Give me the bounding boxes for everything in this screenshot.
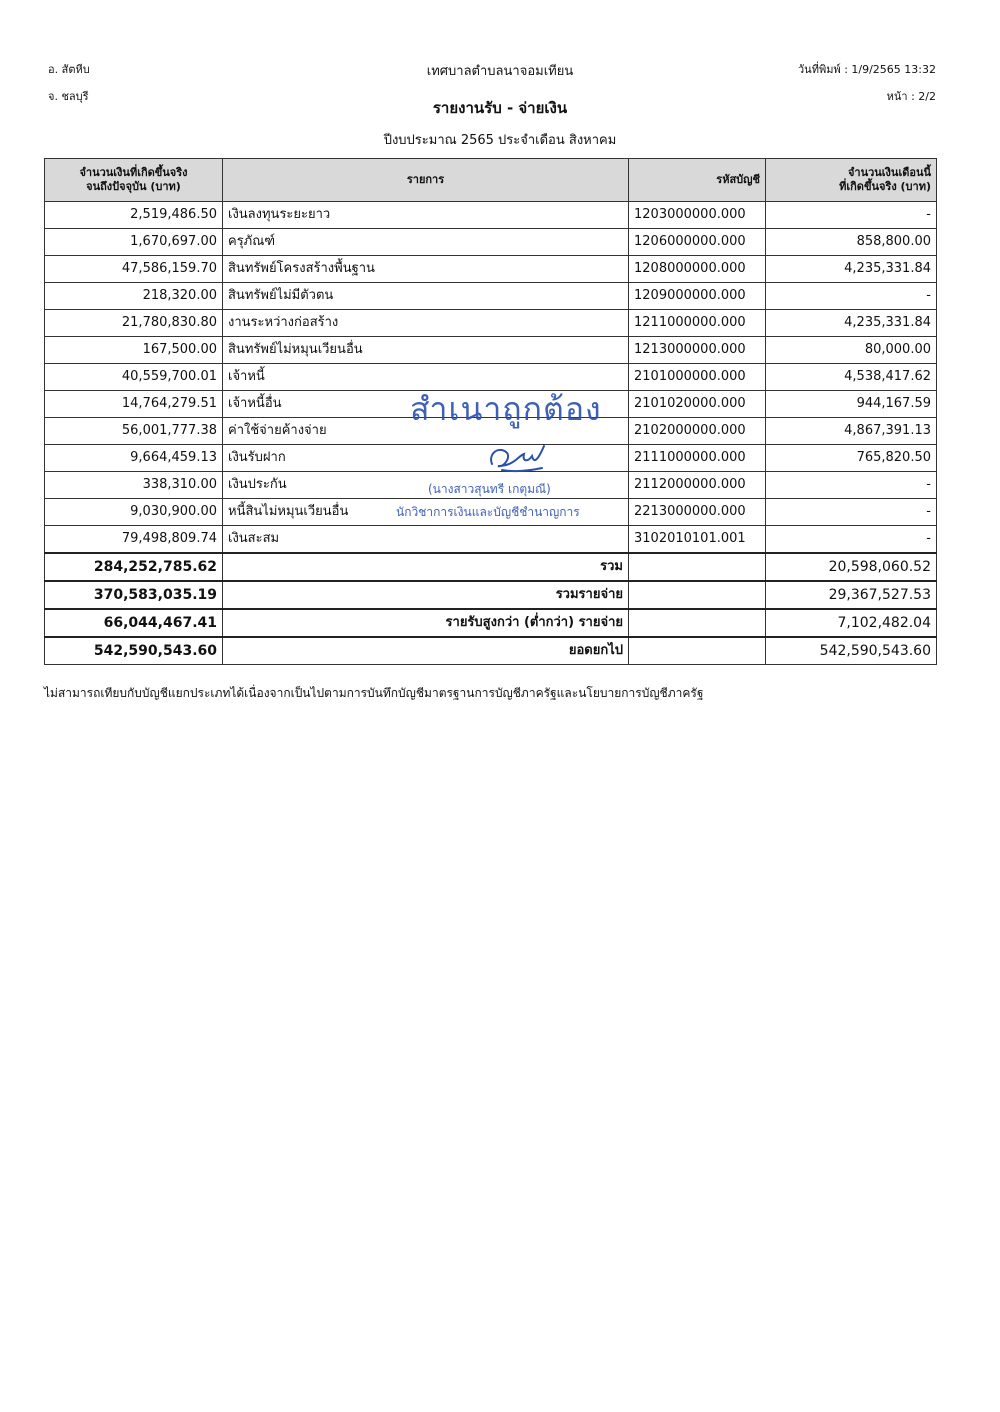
- total-to-date: 66,044,467.41: [45, 609, 223, 637]
- total-this-month: 7,102,482.04: [766, 609, 937, 637]
- cell-item: สินทรัพย์ไม่มีตัวตน: [223, 283, 629, 310]
- cell-item: หนี้สินไม่หมุนเวียนอื่น: [223, 499, 629, 526]
- organization-name: เทศบาลตำบลนาจอมเทียน: [426, 64, 574, 79]
- table-row: [45, 526, 937, 554]
- cell-account-code: 1213000000.000: [629, 337, 766, 364]
- cell-account-code: 2111000000.000: [629, 445, 766, 472]
- total-to-date: 370,583,035.19: [45, 581, 223, 609]
- total-code-empty: [629, 637, 766, 665]
- cell-item: เงินลงทุนระยะยาว: [223, 202, 629, 229]
- total-row: [45, 609, 937, 637]
- total-code-empty: [629, 581, 766, 609]
- cell-to-date: 14,764,279.51: [45, 391, 223, 418]
- total-this-month: 542,590,543.60: [766, 637, 937, 665]
- total-label: รายรับสูงกว่า (ต่ำกว่า) รายจ่าย: [223, 609, 629, 637]
- total-row: [45, 553, 937, 581]
- cell-account-code: 3102010101.001: [629, 526, 766, 554]
- cell-account-code: 1203000000.000: [629, 202, 766, 229]
- cell-account-code: 1209000000.000: [629, 283, 766, 310]
- cell-account-code: 1208000000.000: [629, 256, 766, 283]
- total-row: [45, 637, 937, 665]
- page-number: หน้า : 2/2: [886, 90, 936, 103]
- total-label: รวมรายจ่าย: [223, 581, 629, 609]
- cell-to-date: 56,001,777.38: [45, 418, 223, 445]
- table-row: [45, 337, 937, 364]
- cell-account-code: 2102000000.000: [629, 418, 766, 445]
- total-label: ยอดยกไป: [223, 637, 629, 665]
- table-row: [45, 283, 937, 310]
- signature-image: [484, 436, 554, 480]
- cell-this-month: 4,538,417.62: [766, 364, 937, 391]
- total-to-date: 542,590,543.60: [45, 637, 223, 665]
- cell-item: เงินสะสม: [223, 526, 629, 554]
- table-row: [45, 256, 937, 283]
- col-header-this-month-line2: ที่เกิดขึ้นจริง (บาท): [839, 180, 931, 193]
- cell-account-code: 1211000000.000: [629, 310, 766, 337]
- cell-item: เงินประกัน: [223, 472, 629, 499]
- cell-to-date: 47,586,159.70: [45, 256, 223, 283]
- cell-to-date: 218,320.00: [45, 283, 223, 310]
- cell-to-date: 1,670,697.00: [45, 229, 223, 256]
- table-row: [45, 202, 937, 229]
- signer-name: (นางสาวสุนทรี เกตุมณี): [428, 482, 551, 496]
- province-label: จ. ชลบุรี: [48, 90, 89, 103]
- cell-to-date: 40,559,700.01: [45, 364, 223, 391]
- col-header-this-month-line1: จำนวนเงินเดือนนี้: [847, 166, 931, 179]
- cell-item: เงินรับฝาก: [223, 445, 629, 472]
- cell-this-month: 4,235,331.84: [766, 310, 937, 337]
- cell-account-code: 2101020000.000: [629, 391, 766, 418]
- report-title: รายงานรับ - จ่ายเงิน: [432, 99, 568, 117]
- cell-this-month: -: [766, 499, 937, 526]
- cell-to-date: 2,519,486.50: [45, 202, 223, 229]
- col-header-this-month: [766, 159, 937, 202]
- table-row: [45, 310, 937, 337]
- report-subtitle: ปีงบประมาณ 2565 ประจำเดือน สิงหาคม: [383, 133, 617, 148]
- cell-item: สินทรัพย์โครงสร้างพื้นฐาน: [223, 256, 629, 283]
- cell-this-month: 944,167.59: [766, 391, 937, 418]
- cell-to-date: 9,030,900.00: [45, 499, 223, 526]
- cell-this-month: 858,800.00: [766, 229, 937, 256]
- total-code-empty: [629, 553, 766, 581]
- total-code-empty: [629, 609, 766, 637]
- cell-item: ครุภัณฑ์: [223, 229, 629, 256]
- print-date: วันที่พิมพ์ : 1/9/2565 13:32: [798, 63, 936, 76]
- col-header-to-date-line2: จนถึงปัจจุบัน (บาท): [86, 180, 181, 193]
- cell-this-month: -: [766, 526, 937, 554]
- cell-this-month: -: [766, 472, 937, 499]
- footnote: ไม่สามารถเทียบกับบัญชีแยกประเภทได้เนื่องจากเป็นไปตามการบันทึกบัญชีมาตรฐานการบัญชีภาครัฐและนโยบายการบัญชีภาครัฐ: [44, 686, 704, 700]
- signer-position: นักวิชาการเงินและบัญชีชำนาญการ: [396, 505, 580, 519]
- cell-to-date: 167,500.00: [45, 337, 223, 364]
- cell-to-date: 338,310.00: [45, 472, 223, 499]
- cell-this-month: 4,235,331.84: [766, 256, 937, 283]
- district-label: อ. สัตหีบ: [48, 63, 90, 76]
- col-header-to-date: [45, 159, 223, 202]
- cell-account-code: 2101000000.000: [629, 364, 766, 391]
- cell-item: เจ้าหนี้อื่น: [223, 391, 629, 418]
- cell-this-month: 4,867,391.13: [766, 418, 937, 445]
- cell-item: เจ้าหนี้: [223, 364, 629, 391]
- cell-account-code: 1206000000.000: [629, 229, 766, 256]
- cell-this-month: 765,820.50: [766, 445, 937, 472]
- total-label: รวม: [223, 553, 629, 581]
- total-row: [45, 581, 937, 609]
- total-to-date: 284,252,785.62: [45, 553, 223, 581]
- cell-item: งานระหว่างก่อสร้าง: [223, 310, 629, 337]
- cell-this-month: 80,000.00: [766, 337, 937, 364]
- table-row: [45, 229, 937, 256]
- col-header-item: รายการ: [223, 159, 629, 202]
- col-header-account-code: รหัสบัญชี: [629, 159, 766, 202]
- certified-copy-stamp: สำเนาถูกต้อง: [410, 390, 602, 428]
- total-this-month: 20,598,060.52: [766, 553, 937, 581]
- cell-item: สินทรัพย์ไม่หมุนเวียนอื่น: [223, 337, 629, 364]
- cell-this-month: -: [766, 202, 937, 229]
- cell-to-date: 9,664,459.13: [45, 445, 223, 472]
- cell-to-date: 79,498,809.74: [45, 526, 223, 554]
- total-this-month: 29,367,527.53: [766, 581, 937, 609]
- cell-account-code: 2112000000.000: [629, 472, 766, 499]
- cell-item: ค่าใช้จ่ายค้างจ่าย: [223, 418, 629, 445]
- col-header-to-date-line1: จำนวนเงินที่เกิดขึ้นจริง: [79, 166, 188, 179]
- table-header-row: [45, 159, 937, 202]
- cell-this-month: -: [766, 283, 937, 310]
- cell-account-code: 2213000000.000: [629, 499, 766, 526]
- cell-to-date: 21,780,830.80: [45, 310, 223, 337]
